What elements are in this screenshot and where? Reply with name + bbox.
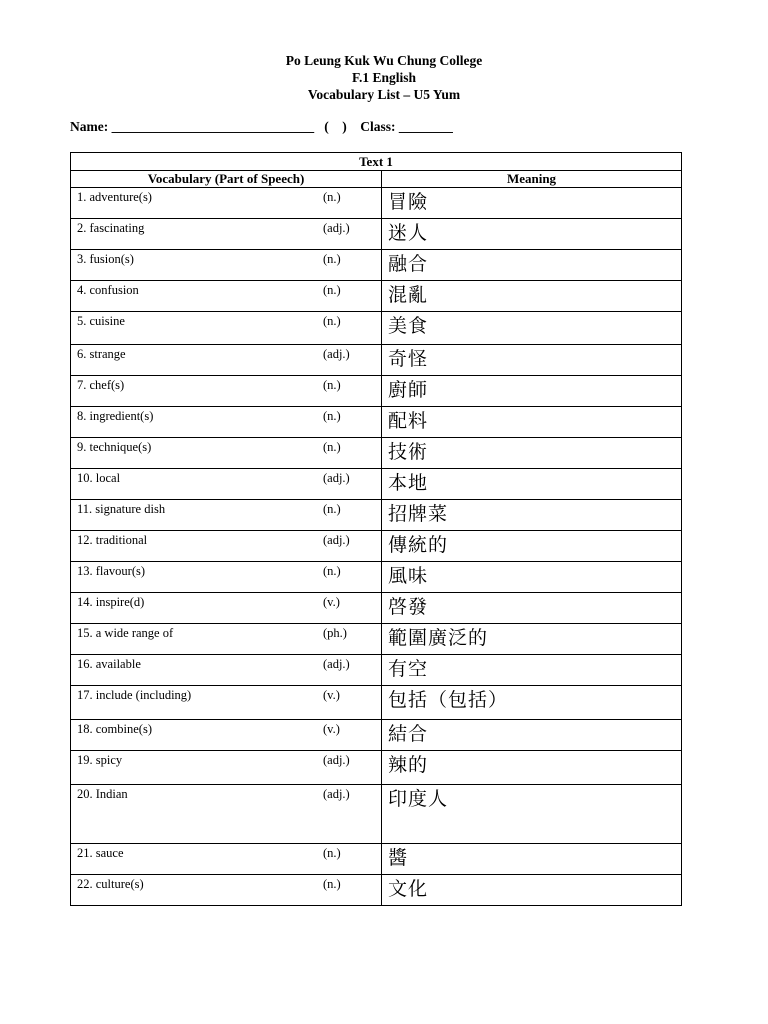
table-row [71, 686, 682, 720]
meaning-text: 文化 [388, 878, 429, 900]
meaning-text: 有空 [388, 658, 429, 680]
meaning-cell [382, 686, 682, 720]
part-of-speech: (ph.) [323, 626, 347, 640]
vocab-cell [71, 531, 382, 562]
meaning-cell [382, 593, 682, 624]
vocab-word: 20. Indian [77, 787, 128, 801]
meaning-cell [382, 469, 682, 500]
vocab-cell [71, 250, 382, 281]
vocab-cell [71, 624, 382, 655]
vocab-cell [71, 281, 382, 312]
meaning-text: 技術 [388, 441, 429, 463]
vocab-word: 12. traditional [77, 533, 148, 547]
table-row [71, 438, 682, 469]
part-of-speech: (n.) [323, 564, 341, 578]
part-of-speech: (v.) [323, 595, 340, 609]
vocab-cell [71, 686, 382, 720]
vocab-word: 2. fascinating [77, 221, 145, 235]
vocab-word: 19. spicy [77, 753, 123, 767]
part-of-speech: (n.) [323, 846, 341, 860]
meaning-text: 美食 [388, 315, 429, 337]
table-row [71, 875, 682, 906]
part-of-speech: (n.) [323, 314, 341, 328]
part-of-speech: (adj.) [323, 347, 350, 361]
meaning-text: 本地 [388, 472, 429, 494]
table-row [71, 655, 682, 686]
meaning-cell [382, 281, 682, 312]
vocabulary-table [70, 152, 682, 906]
meaning-text: 招牌菜 [388, 503, 449, 525]
vocabulary-rows [71, 188, 682, 906]
part-of-speech: (n.) [323, 252, 341, 266]
part-of-speech: (adj.) [323, 533, 350, 547]
vocab-cell [71, 562, 382, 593]
table-row [71, 345, 682, 376]
table-row [71, 593, 682, 624]
meaning-cell [382, 345, 682, 376]
vocab-word: 6. strange [77, 347, 126, 361]
vocab-word: 7. chef(s) [77, 378, 125, 392]
vocab-word: 5. cuisine [77, 314, 125, 328]
vocab-word: 1. adventure(s) [77, 190, 152, 204]
vocab-cell [71, 312, 382, 345]
meaning-text: 風味 [388, 565, 429, 587]
vocab-word: 13. flavour(s) [77, 564, 146, 578]
vocab-word: 18. combine(s) [77, 722, 152, 736]
meaning-cell [382, 531, 682, 562]
meaning-cell [382, 785, 682, 844]
table-row [71, 376, 682, 407]
document-title: Vocabulary List – U5 Yum [307, 87, 461, 102]
vocab-cell [71, 345, 382, 376]
meaning-text: 印度人 [388, 788, 449, 810]
vocab-word: 9. technique(s) [77, 440, 152, 454]
meaning-cell [382, 407, 682, 438]
part-of-speech: (n.) [323, 440, 341, 454]
vocab-word: 21. sauce [77, 846, 124, 860]
part-of-speech: (n.) [323, 502, 341, 516]
meaning-cell [382, 655, 682, 686]
table-row [71, 751, 682, 785]
part-of-speech: (n.) [323, 378, 341, 392]
document-header [0, 52, 768, 103]
meaning-cell [382, 250, 682, 281]
vocab-word: 16. available [77, 657, 141, 671]
meaning-cell [382, 188, 682, 219]
meaning-cell [382, 219, 682, 250]
table-row [71, 281, 682, 312]
part-of-speech: (adj.) [323, 471, 350, 485]
vocab-cell [71, 844, 382, 875]
table-row [71, 562, 682, 593]
vocab-cell [71, 593, 382, 624]
table-row [71, 844, 682, 875]
vocab-word: 14. inspire(d) [77, 595, 145, 609]
part-of-speech: (v.) [323, 688, 340, 702]
meaning-text: 混亂 [388, 284, 429, 306]
vocab-word: 3. fusion(s) [77, 252, 134, 266]
vocab-word: 10. local [77, 471, 121, 485]
part-of-speech: (adj.) [323, 753, 350, 767]
table-row [71, 500, 682, 531]
meaning-cell [382, 562, 682, 593]
meaning-text: 結合 [388, 723, 429, 745]
meaning-text: 啓發 [388, 596, 429, 618]
part-of-speech: (n.) [323, 877, 341, 891]
meaning-text: 融合 [388, 253, 429, 275]
vocab-cell [71, 438, 382, 469]
part-of-speech: (adj.) [323, 657, 350, 671]
table-row [71, 624, 682, 655]
vocab-cell [71, 188, 382, 219]
vocab-cell [71, 785, 382, 844]
meaning-text: 迷人 [388, 222, 429, 244]
part-of-speech: (v.) [323, 722, 340, 736]
table-row [71, 188, 682, 219]
school-name: Po Leung Kuk Wu Chung College [285, 53, 483, 68]
vocab-column-header: Vocabulary (Part of Speech) [71, 171, 382, 188]
meaning-cell [382, 500, 682, 531]
meaning-text: 辣的 [388, 754, 429, 776]
part-of-speech: (n.) [323, 409, 341, 423]
vocab-cell [71, 500, 382, 531]
vocab-word: 15. a wide range of [77, 626, 174, 640]
vocab-word: 11. signature dish [77, 502, 166, 516]
part-of-speech: (n.) [323, 283, 341, 297]
part-of-speech: (adj.) [323, 221, 350, 235]
meaning-column-header: Meaning [382, 171, 682, 188]
meaning-text: 範圍廣泛的 [388, 627, 489, 649]
vocab-word: 22. culture(s) [77, 877, 144, 891]
table-row [71, 407, 682, 438]
table-row [71, 785, 682, 844]
meaning-cell [382, 624, 682, 655]
table-row [71, 469, 682, 500]
table-row [71, 531, 682, 562]
vocab-cell [71, 751, 382, 785]
meaning-text: 冒險 [388, 191, 429, 213]
meaning-text: 廚師 [388, 379, 429, 401]
vocab-cell [71, 376, 382, 407]
meaning-text: 配料 [388, 410, 429, 432]
name-class-line: Name: ______________________________ ( ) Class: ________ [70, 119, 453, 134]
meaning-text: 奇怪 [388, 348, 429, 370]
meaning-cell [382, 438, 682, 469]
vocab-cell [71, 655, 382, 686]
vocab-word: 8. ingredient(s) [77, 409, 154, 423]
meaning-text: 傳統的 [388, 534, 449, 556]
subject-line: F.1 English [351, 70, 417, 85]
vocab-cell [71, 720, 382, 751]
meaning-cell [382, 751, 682, 785]
vocab-word: 4. confusion [77, 283, 139, 297]
part-of-speech: (adj.) [323, 787, 350, 801]
meaning-text: 醬 [388, 847, 409, 869]
meaning-cell [382, 312, 682, 345]
table-row [71, 312, 682, 345]
vocab-cell [71, 875, 382, 906]
meaning-text: 包括（包括） [388, 689, 509, 711]
table-row [71, 219, 682, 250]
meaning-cell [382, 844, 682, 875]
vocab-cell [71, 469, 382, 500]
table-row [71, 250, 682, 281]
table-row [71, 720, 682, 751]
vocab-cell [71, 407, 382, 438]
vocab-word: 17. include (including) [77, 688, 192, 702]
part-of-speech: (n.) [323, 190, 341, 204]
vocab-cell [71, 219, 382, 250]
meaning-cell [382, 376, 682, 407]
meaning-cell [382, 720, 682, 751]
meaning-cell [382, 875, 682, 906]
section-title: Text 1 [71, 153, 682, 171]
